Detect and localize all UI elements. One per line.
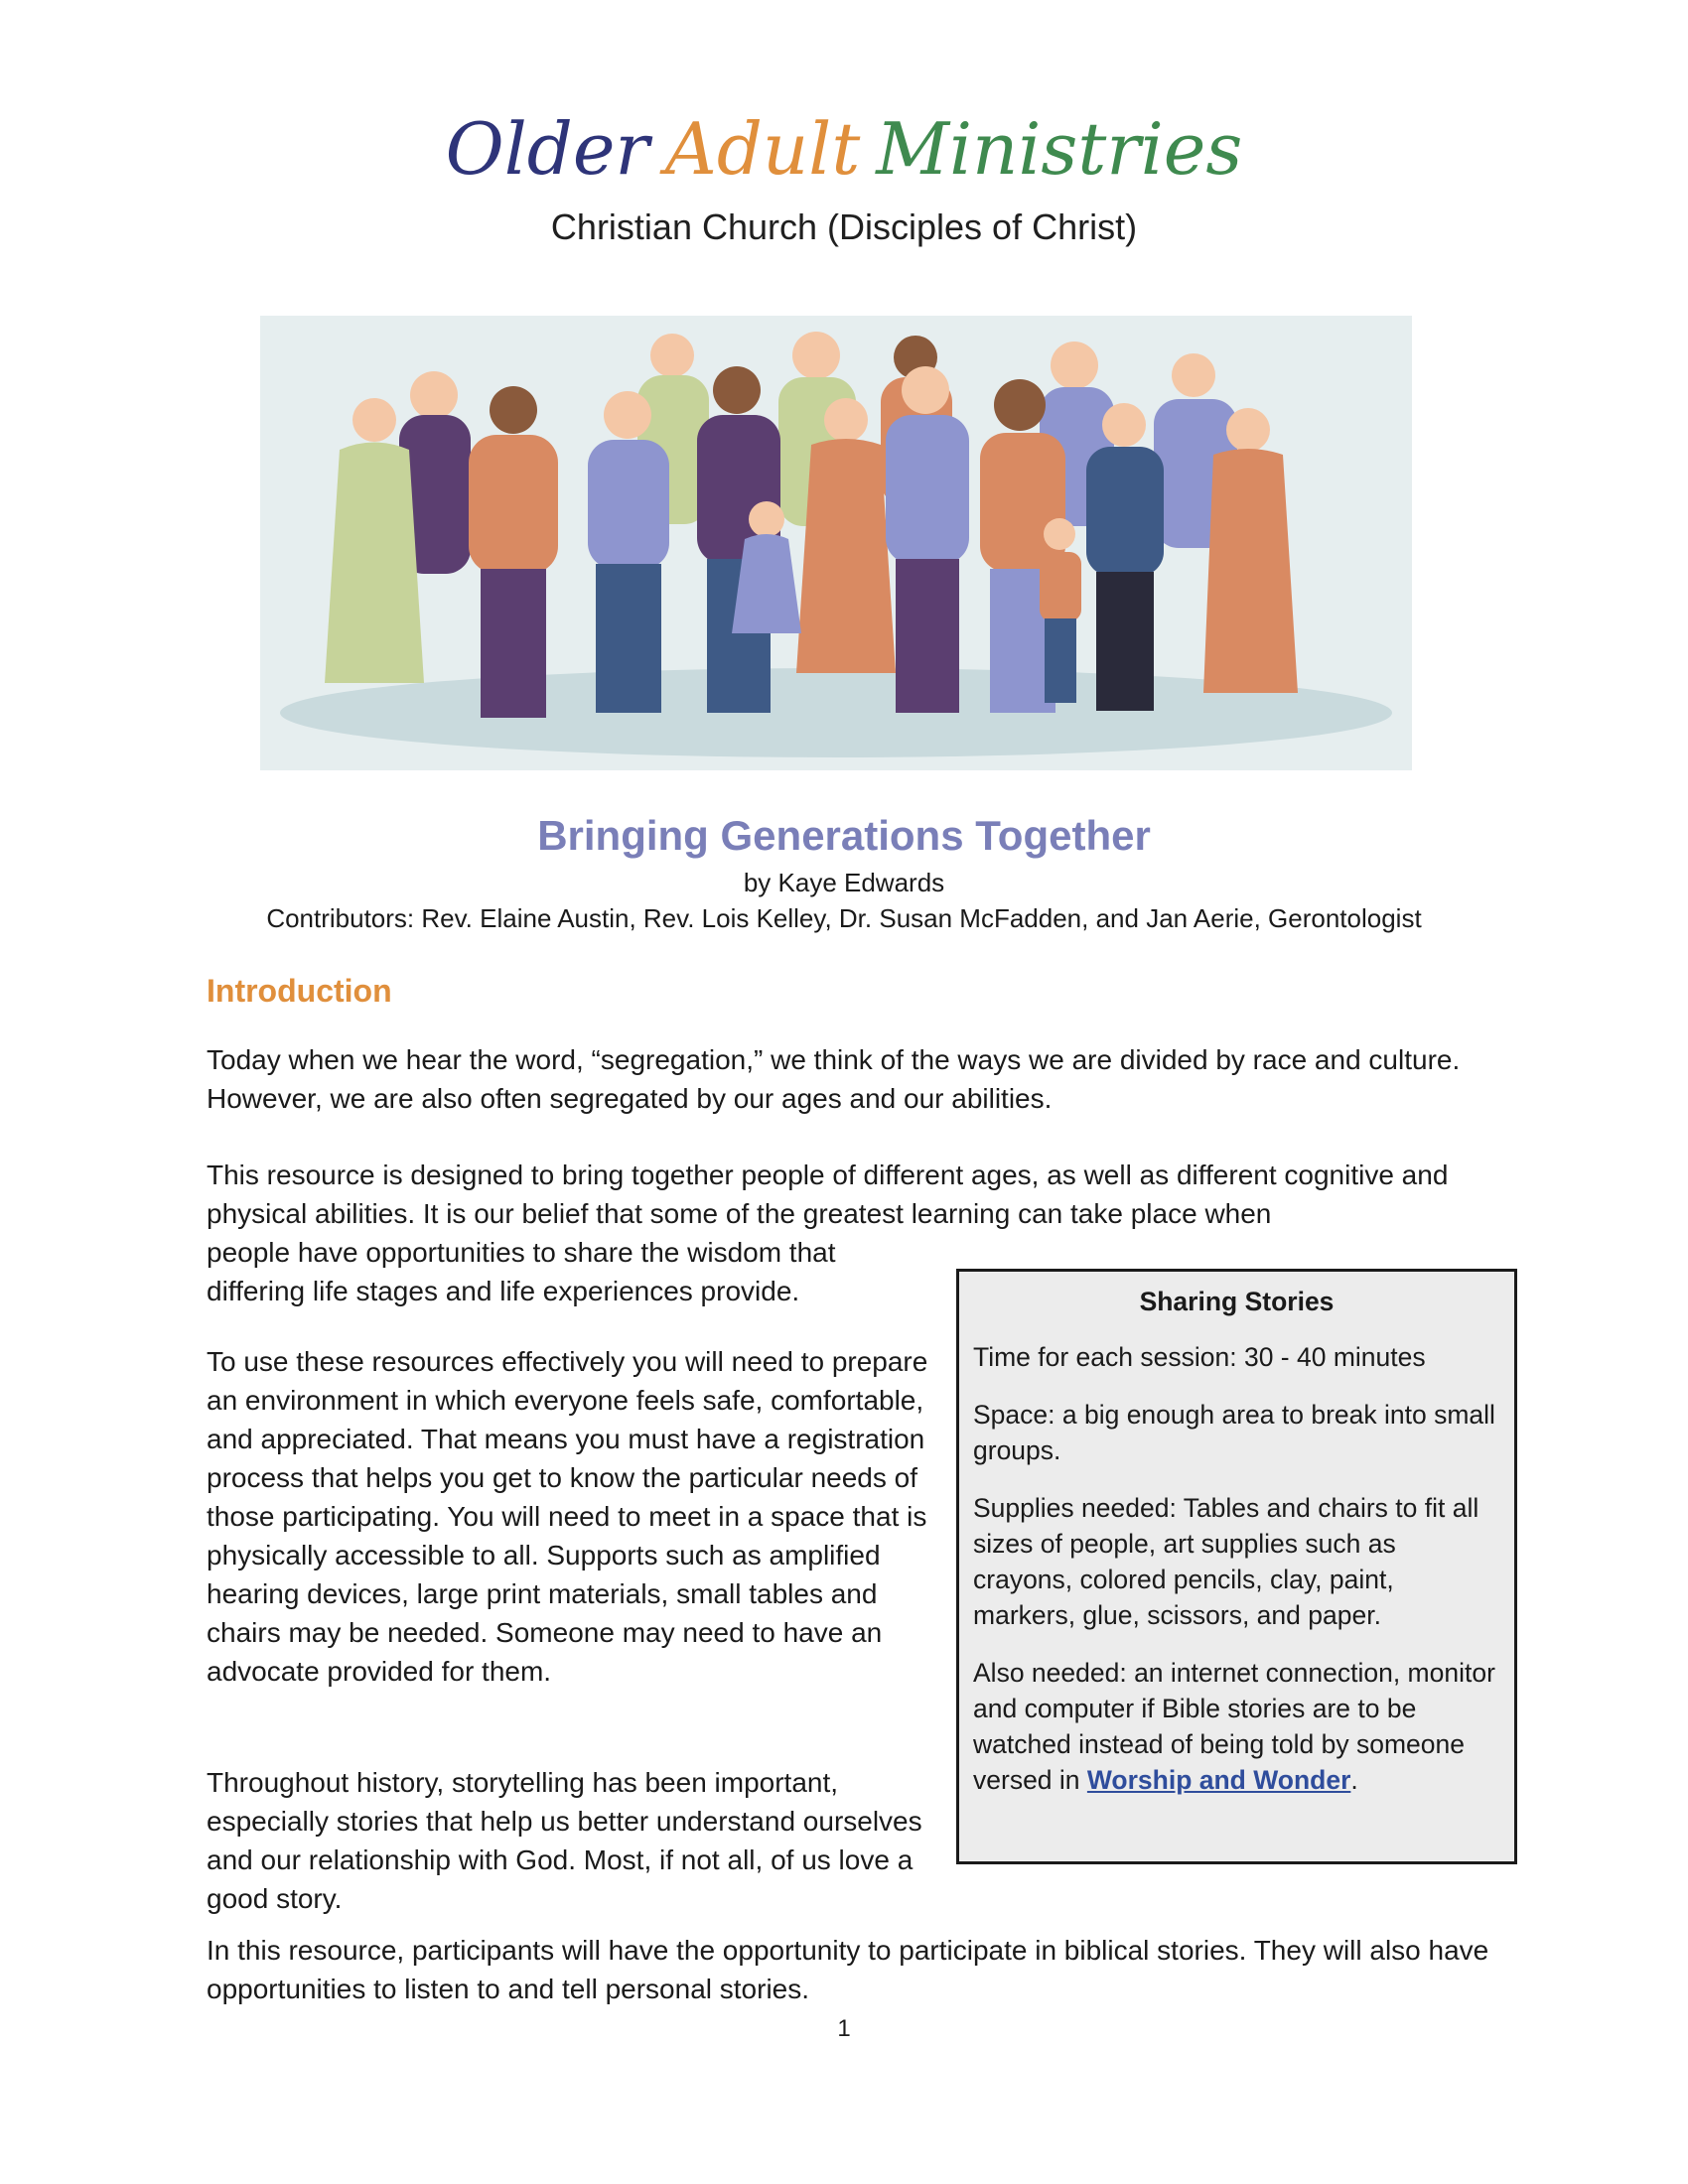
masthead-word-adult: Adult [664,107,861,191]
introduction-heading: Introduction [207,973,392,1009]
author-byline: by Kaye Edwards [743,868,945,897]
paragraph-segregation: Today when we hear the word, “segregation,” we think of the ways we are divided by race and culture. However, we are also often segregated by our ages and our abilities. [207,1044,1461,1114]
group-of-people-illustration [260,316,1412,770]
sharing-stories-box [956,1269,1517,1864]
paragraph-resource-purpose: This resource is designed to bring together people of different ages, as well as different cognitive and physical abilities. It is our belief that some of the greatest learning can take place when [207,1160,1449,1229]
masthead-subtitle: Christian Church (Disciples of Christ) [550,206,1138,247]
worship-and-wonder-link[interactable]: Worship and Wonder [1086,1765,1351,1795]
sidebar-also-needed [973,1655,1500,1798]
sidebar-time: Time for each session: 30 - 40 minutes [973,1342,1426,1372]
sidebar-supplies: Supplies needed: Tables and chairs to fit all sizes of people, art supplies such as crayons, colored pencils, clay, paint, markers, glue, scissors, and paper. [973,1493,1479,1630]
page-number: 1 [837,2015,851,2042]
masthead-word-ministries: Ministries [876,107,1243,191]
sidebar-also-text: Also needed: an internet connection, monitor and computer if Bible stories are to be watched instead of being told by someone versed in [973,1658,1495,1795]
sidebar-space: Space: a big enough area to break into small groups. [973,1400,1495,1465]
sidebar-title: Sharing Stories [1139,1287,1335,1316]
paragraph-resource-purpose-cont: people have opportunities to share the wisdom that differing life stages and life experiences provide. [207,1237,836,1306]
paragraph-participation: In this resource, participants will have the opportunity to participate in biblical stories. They will also have opportunities to listen to and tell personal stories. [207,1935,1489,2004]
paragraph-storytelling: Throughout history, storytelling has been important, especially stories that help us better understand ourselves and our relationship with God. Most, if not all, of us love a good story. [207,1767,922,1914]
paragraph-environment: To use these resources effectively you will need to prepare an environment in which everyone feels safe, comfortable, and appreciated. That means you must have a registration process that helps you get to know the particular needs of those participating. You will need to meet in a space that is physically accessible to all. Supports such as amplified hearing devices, large print materials, small tables and chairs may be needed. Someone may need to have an advocate provided for them. [207,1346,928,1687]
masthead-title [0,104,1688,194]
document-title: Bringing Generations Together [537,812,1151,859]
masthead-word-older: Older [445,107,649,191]
contributors-line: Contributors: Rev. Elaine Austin, Rev. Lois Kelley, Dr. Susan McFadden, and Jan Aerie, Gerontologist [266,903,1422,933]
sidebar-also-end: . [1350,1765,1358,1795]
